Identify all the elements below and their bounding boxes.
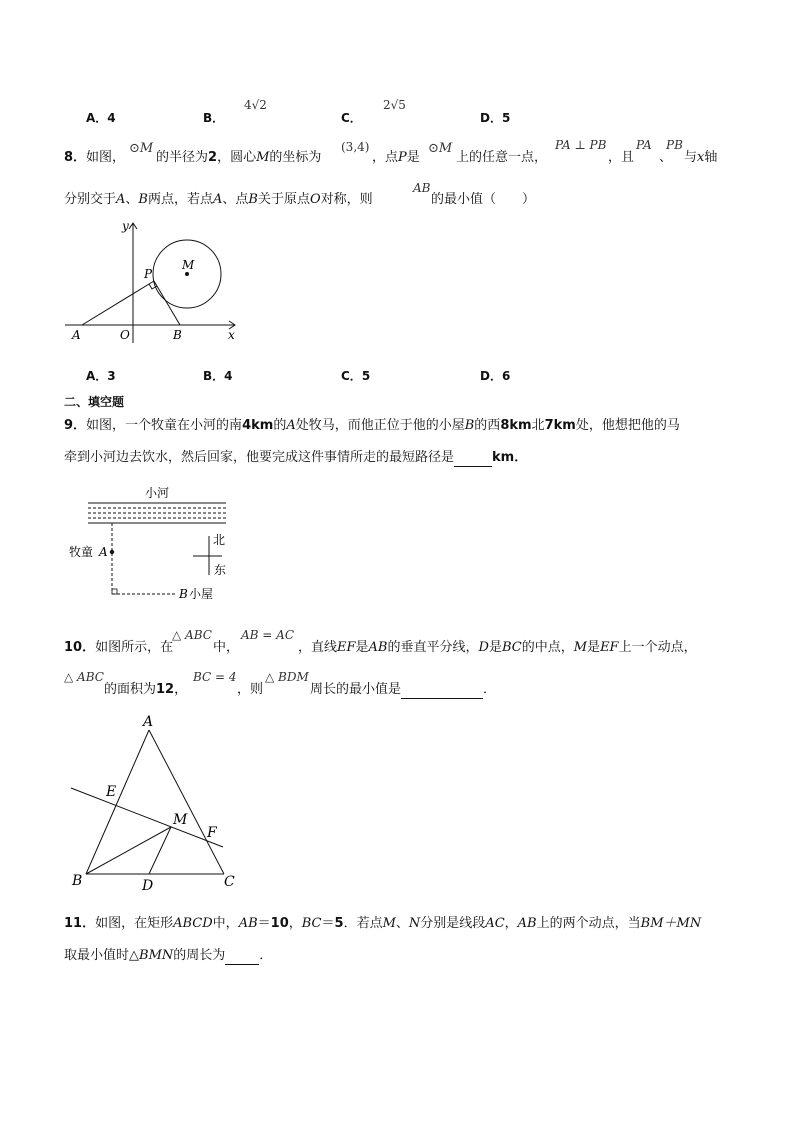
label-house: 小屋 [189, 587, 214, 601]
q8-line-1e: ，且 [608, 150, 635, 165]
q10-eq: AB = AC [241, 628, 295, 642]
q7-option-d: D．5 [480, 111, 511, 125]
line-ef [71, 788, 223, 847]
label-herder: 牧童 [69, 545, 94, 559]
side-ab [86, 730, 149, 874]
q10-figure [62, 710, 242, 895]
label-river: 小河 [145, 486, 170, 500]
segment-pa [82, 281, 154, 325]
q11-line-1: 11．如图，在矩形ABCD中，AB＝10，BC＝5．若点M、N分别是线段AC，AB上的两个动点，当BM＋MN [64, 916, 702, 931]
q7-option-c-letter: C． [341, 111, 362, 125]
q8-line-1c: ，点P是 [372, 150, 420, 165]
label-m: M [173, 812, 188, 828]
point-a [110, 550, 114, 554]
q7-option-b-value: 4√2 [244, 98, 267, 112]
q8-ab: AB [413, 181, 431, 195]
section-title: 二、填空题 [64, 395, 125, 409]
q10-line-2a: 的面积为12， [104, 682, 188, 697]
label-d: D [142, 878, 154, 894]
q10-line-1a: 10．如图所示，在 [64, 640, 174, 655]
q8-line-1: 8．如图， [64, 150, 126, 165]
q11-answer-blank[interactable] [225, 964, 259, 965]
side-ac [149, 730, 224, 874]
label-north: 北 [213, 533, 226, 547]
q8-line-1b: 的半径为2，圆心M的坐标为 [156, 150, 322, 165]
q7-option-b-letter: B． [203, 111, 225, 125]
segment-bm [86, 827, 171, 874]
q8-line-1d: 上的任意一点， [456, 150, 548, 165]
label-y: y [122, 219, 129, 233]
q8-circle-m: ⊙M [129, 141, 154, 156]
label-x: x [228, 328, 235, 342]
q8-line-2-end: 的最小值（ ） [431, 192, 536, 207]
q10-tri-abc: △ ABC [172, 628, 212, 642]
corner-mark [112, 589, 117, 594]
center-m-dot [185, 272, 189, 276]
q8-option-d: D．6 [480, 369, 511, 383]
label-o: O [120, 328, 130, 342]
q8-line-1f: 与x轴 [684, 150, 718, 165]
q10-t2: 中， [213, 640, 240, 655]
q8-pa: PA [636, 138, 652, 152]
label-b: B [72, 873, 83, 889]
q9-line-2: 牵到小河边去饮水，然后回家，他要完成这件事情所走的最短路径是 km． [64, 450, 528, 465]
q8-option-c: C．5 [341, 369, 371, 383]
q10-bc-eq: BC = 4 [193, 670, 237, 684]
q10-t12: ，则 [237, 682, 264, 697]
label-b: B [179, 587, 188, 601]
q10-tri-abc-2: △ ABC [64, 670, 104, 684]
q8-option-b: B．4 [203, 369, 233, 383]
label-e: E [106, 784, 117, 800]
q8-line-2: 分别交于A、B两点，若点A、点B关于原点O对称，则 [64, 192, 373, 207]
q8-coord: (3,4) [341, 140, 370, 154]
label-a: A [143, 714, 154, 730]
label-c: C [224, 874, 235, 890]
label-a: A [99, 545, 108, 559]
q7-option-a: A．4 [86, 111, 116, 125]
segment-pb [154, 281, 180, 325]
q10-line-1b: ，直线EF是AB的垂直平分线，D是BC的中点，M是EF上一个动点， [298, 640, 697, 655]
q8-figure [60, 215, 250, 345]
q11-line-2: 取最小值时△BMN的周长为 ． [64, 948, 273, 963]
q10-answer-blank[interactable] [401, 698, 483, 699]
q10-line-2b: 周长的最小值是 ． [310, 682, 497, 697]
q7-option-c-value: 2√5 [383, 98, 406, 112]
q9-line-1: 9．如图，一个牧童在小河的南4km的A处牧马，而他正位于他的小屋B的西8km北7km处，他想把他的马 [64, 418, 680, 433]
q9-figure [66, 482, 236, 604]
q8-number: 8． [64, 150, 87, 165]
q8-sep: 、 [659, 150, 673, 165]
q10-tri-bdm: △ BDM [265, 670, 309, 684]
label-m: M [182, 258, 195, 272]
label-p: P [144, 267, 153, 281]
label-b: B [173, 328, 182, 342]
label-f: F [207, 825, 217, 841]
q9-answer-blank[interactable] [454, 466, 492, 467]
q8-circle-m-2: ⊙M [428, 141, 453, 156]
label-east: 东 [214, 563, 227, 577]
q8-option-a: A．3 [86, 369, 116, 383]
q8-pb: PB [666, 138, 683, 152]
segment-md [149, 827, 171, 874]
q8-perp: PA ⊥ PB [555, 138, 607, 152]
label-a: A [72, 328, 81, 342]
